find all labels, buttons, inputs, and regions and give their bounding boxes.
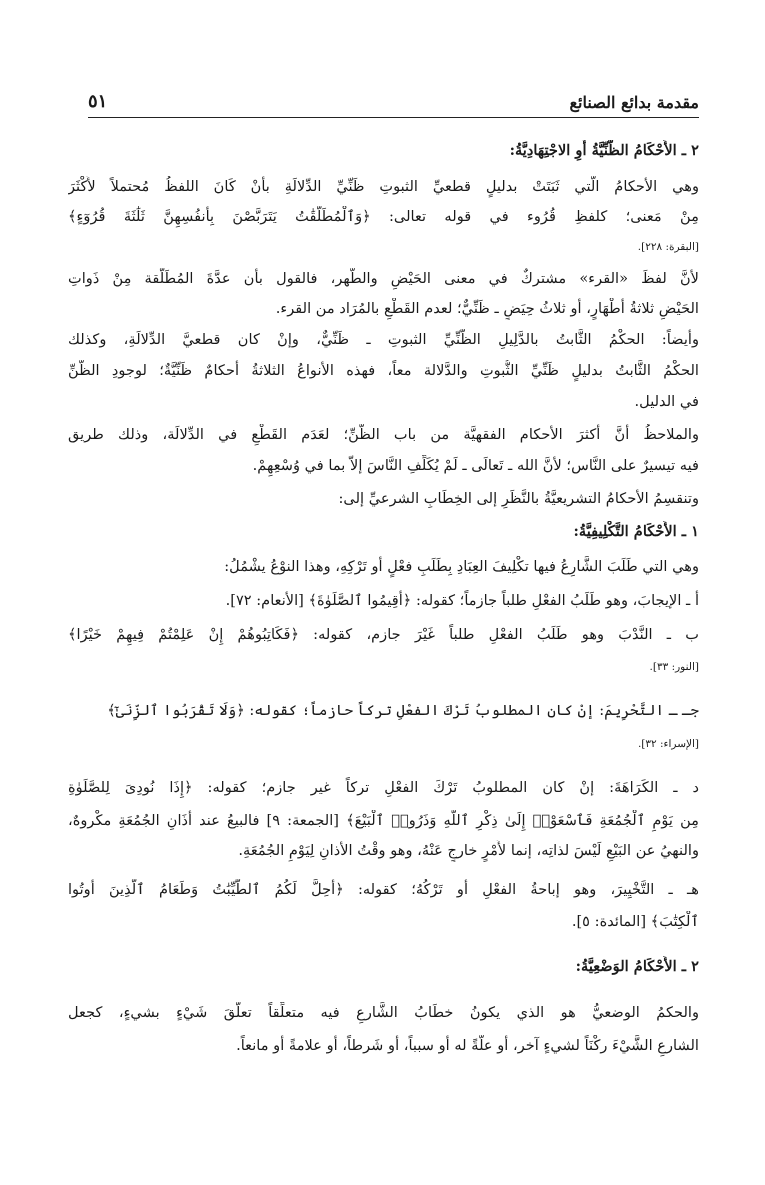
text-line: الشارعِ الشَّيْءَ ركْنَاً لشيءٍ آخر، أو علَّةً له أو سبباً، أو شَرطاً، أو علامةً أو مانعاً. <box>236 1037 699 1054</box>
text-line: وأيضاً: الحكْمُ الثَّابتُ بالدَّلِيلِ الظَّنِّيِّ الثبوتِ ـ ظَنِّيٌّ، وإنْ كان قطعيَّ الدِّلالَةِ، وكذلك <box>68 331 699 348</box>
page-header <box>88 86 699 112</box>
section-heading: ٢ ـ الأَحْكَامُ الظَّنِّيَّةُ أَوِ الاجْتِهَادِيَّةُ: <box>509 142 699 159</box>
text-line: والملاحظُ أنَّ أكثرَ الأحكام الفقهيَّة من باب الظَّنِّ؛ لعَدَم القَطْعِ في الدِّلالَة، وذلك طريق <box>68 426 699 443</box>
text-line: الحَيْضِ ثلاثةُ أَطْهَارٍ، أو ثلاثُ حِيَضٍ ـ ظَنِّيٌّ؛ لعدم القَطْعِ بالمُرَاد من القرء. <box>275 300 699 317</box>
header-title: مقدمة بدائع الصنائع <box>569 93 699 112</box>
text-line: والحكمُ الوضعيُّ هو الذي يكونُ خطَابُ الشَّارعِ فيه متعلِّقاً تعلُّقَ شَيْءٍ بشيءٍ، كجعل <box>68 1004 699 1021</box>
section-heading: ٢ ـ الأَحْكَامُ الوَضْعِيَّةُ: <box>575 958 699 975</box>
text-line: ب ـ النَّدْبَ وهو طَلَبُ الفعْلِ طلباً غَيْرَ جازم، كقوله: ﴿فَكَاتِبُوهُمْ إِنْ عَلِمْتُمْ فِيهِمْ خَيْرًا﴾ <box>68 626 699 643</box>
text-line: مِنْ مَعنى؛ كلفظِ قُرُوء في قوله تعالى: ﴿وَٱلْمُطَلَّقَٰتُ يَتَرَبَّصْنَ بِأَنفُسِهِنَّ ثَلَٰثَةَ قُرُوٓءٍ﴾ <box>68 208 699 225</box>
citation-line: [النور: ٣٣]. <box>649 661 699 673</box>
text-line: والنهيُ عن البَيْعِ لَيْسَ لذاتِه، إنما لأَمْرٍ خارجٍ عَنْهُ، وهو وقْتُ الأذانِ لِيَوْمِ الجُمُعَةِ. <box>238 842 699 859</box>
citation-line: [البقرة: ٢٢٨]. <box>637 241 699 253</box>
text-line: الحكْمُ الثَّابتُ بدليلٍ ظَنِّيِّ الثُّبوتِ والدَّلالة معاً، فهذه الأنواعُ الثلاثةُ أحكامٌ ظَنِّيَّةٌ؛ لوجودِ الظَّنِّ <box>68 362 699 379</box>
text-line: وتنقسِمُ الأحكامُ التشريعيَّةُ بالنَّظَرِ إلى الخِطَابِ الشرعيِّ إلى: <box>338 490 699 507</box>
text-line: في الدليل. <box>634 393 699 410</box>
text-line: د ـ الكَرَاهَةَ: إنْ كان المطلوبُ تَرْكَ الفعْلِ تركاً غير جازم؛ كقوله: ﴿إِذَا نُودِىَ لِلصَّلَوٰةِ <box>68 779 699 796</box>
text-line: مِن يَوْمِ ٱلْجُمُعَةِ فَٱسْعَوْا۟ إِلَىٰ ذِكْرِ ٱللَّهِ وَذَرُوا۟ ٱلْبَيْعَ﴾ [الجمعة: ٩] فالبيعُ عند أَذَانِ الجُمُعَةِ مكْروهٌ، <box>68 812 699 829</box>
page-number: ٥١ <box>88 91 108 112</box>
text-line: وهي الأحكامُ الَّتي ثَبَتَتْ بدليلٍ قطعيِّ الثبوتِ ظَنِّيِّ الدِّلالَةِ بأَنْ كَانَ اللفظُ مُحتملاً لأَكْثَرَ <box>68 178 699 195</box>
text-line: جـ ـ التَّحْرِيمَ: إنْ كان المطلوبُ تَرْكَ الفعْلِ تركاً حازماً؛ كقوله: ﴿وَلَا تَقْرَبُوا ٱلزِّنَىٰٓ﴾ <box>107 702 699 719</box>
header-divider <box>88 117 699 118</box>
section-heading: ١ ـ الأَحْكَامُ التَّكْلِيفِيَّةُ: <box>573 523 699 540</box>
text-line: هـ ـ التَّخْيِيرَ، وهو إباحةُ الفعْلِ أو تَرْكُهُ؛ كقوله: ﴿أُحِلَّ لَكُمُ ٱلطَّيِّبَٰتُ وَطَعَامُ ٱلَّذِينَ أُوتُوا <box>68 881 699 898</box>
citation-line: [الإسراء: ٣٢]. <box>637 738 699 750</box>
text-line: أ ـ الإيجابَ، وهو طَلَبُ الفعْلِ طلباً جازماً؛ كقوله: ﴿أَقِيمُوا ٱلصَّلَوٰةَ﴾ [الأنعام: ٧٢]. <box>225 592 699 609</box>
text-line: ٱلْكِتَٰبَ﴾ [المائدة: ٥]. <box>571 913 699 930</box>
text-line: لأنَّ لفظَ «القرء» مشتركٌ في معنى الحَيْضِ والطُّهر، فالقول بأن عدَّةَ المُطَلَّقة مِنْ ذَواتِ <box>68 270 699 287</box>
text-line: وهي التي طَلَبَ الشَّارِعُ فيها تكْلِيفَ العِبَادِ بِطَلَبِ فعْلٍ أو تَرْكِهِ، وهذا النوْعُ يشْمُلُ: <box>224 558 699 575</box>
text-line: فيه تيسيرٌ على النَّاس؛ لأنَّ الله ـ تَعالَى ـ لَمْ يُكَلِّفِ النَّاسَ إلاَّ بما في وُسْعِهِمْ. <box>252 457 699 474</box>
